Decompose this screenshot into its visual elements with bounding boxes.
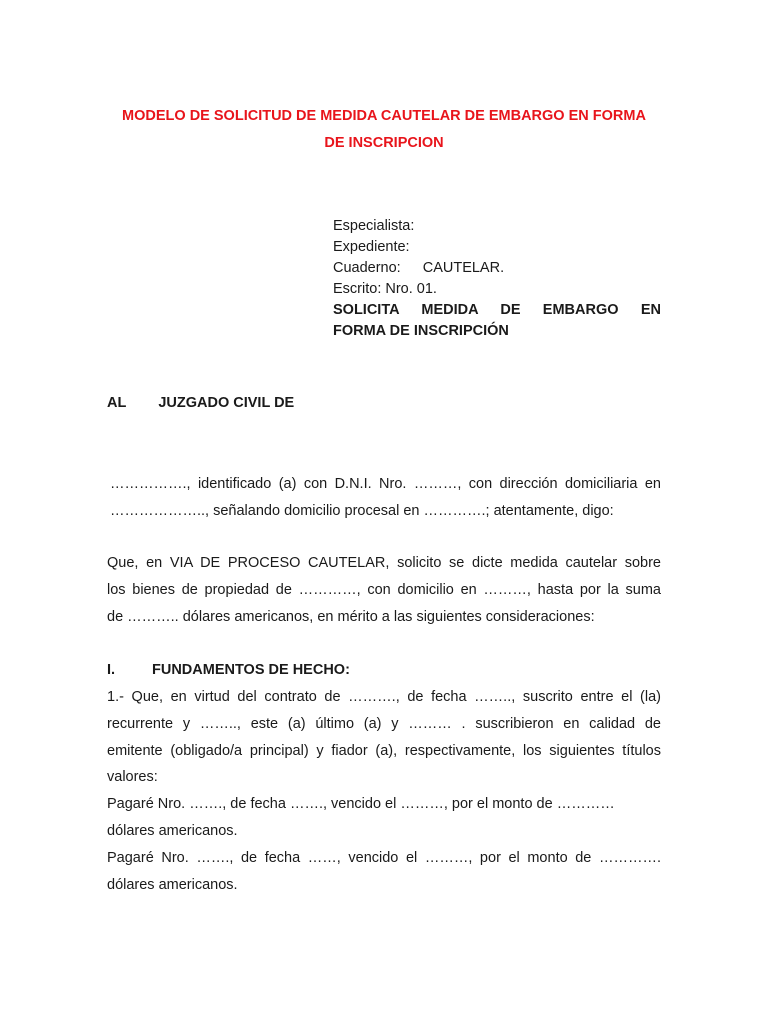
request-line: Que, en VIA DE PROCESO CAUTELAR, solicito se dicte medida cautelar sobre (107, 555, 661, 571)
escrito-label: Escrito: Nro. 01. (333, 281, 437, 297)
title-line-1: MODELO DE SOLICITUD DE MEDIDA CAUTELAR DE EMBARGO EN FORMA (122, 108, 646, 124)
case-metadata (333, 216, 661, 342)
title-line-2: DE INSCRIPCION (324, 135, 444, 151)
sumilla-line-1: SOLICITA MEDIDA DE EMBARGO EN (333, 302, 661, 318)
facts-line: valores: (107, 769, 158, 786)
request-paragraph (107, 550, 661, 630)
facts-paragraph (107, 684, 661, 898)
request-line: de ……….. dólares americanos, en mérito a las siguientes consideraciones: (107, 608, 595, 625)
cuaderno-value: CAUTELAR. (422, 260, 505, 276)
especialista-label: Especialista: (333, 218, 415, 234)
request-line: los bienes de propiedad de …………, con domicilio en ………, hasta por la suma (107, 581, 661, 598)
expediente-label: Expediente: (333, 239, 410, 255)
sumilla-line-2: FORMA DE INSCRIPCIÓN (333, 323, 509, 339)
facts-line: dólares americanos. (107, 822, 238, 839)
cuaderno-row (333, 258, 661, 279)
intro-line: ……………….., señalando domicilio procesal en ………….; atentamente, digo: (110, 502, 614, 519)
section-number: I. (107, 662, 116, 678)
addressee (107, 393, 294, 414)
facts-line: emitente (obligado/a principal) y fiador (a), respectivamente, los siguientes títulos (107, 742, 661, 759)
facts-line: dólares americanos. (107, 876, 238, 893)
facts-line: recurrente y …….., este (a) último (a) y ……… . suscribieron en calidad de (107, 715, 661, 732)
intro-paragraph (110, 471, 661, 525)
section-title: FUNDAMENTOS DE HECHO: (152, 662, 350, 678)
addressee-al: AL (107, 395, 127, 411)
addressee-juzgado: JUZGADO CIVIL DE (158, 395, 295, 411)
section-heading (107, 660, 350, 681)
facts-line: Pagaré Nro. ……., de fecha ……, vencido el ………, por el monto de …………. (107, 849, 661, 866)
facts-line: Pagaré Nro. ……., de fecha ……., vencido el ………, por el monto de ………… (107, 796, 615, 813)
cuaderno-label: Cuaderno: (333, 260, 401, 276)
intro-line: ……………., identificado (a) con D.N.I. Nro. ………, con dirección domiciliaria en (110, 476, 661, 492)
document-title (100, 103, 668, 157)
facts-line: 1.- Que, en virtud del contrato de ………., de fecha …….., suscrito entre el (la) (107, 689, 661, 705)
